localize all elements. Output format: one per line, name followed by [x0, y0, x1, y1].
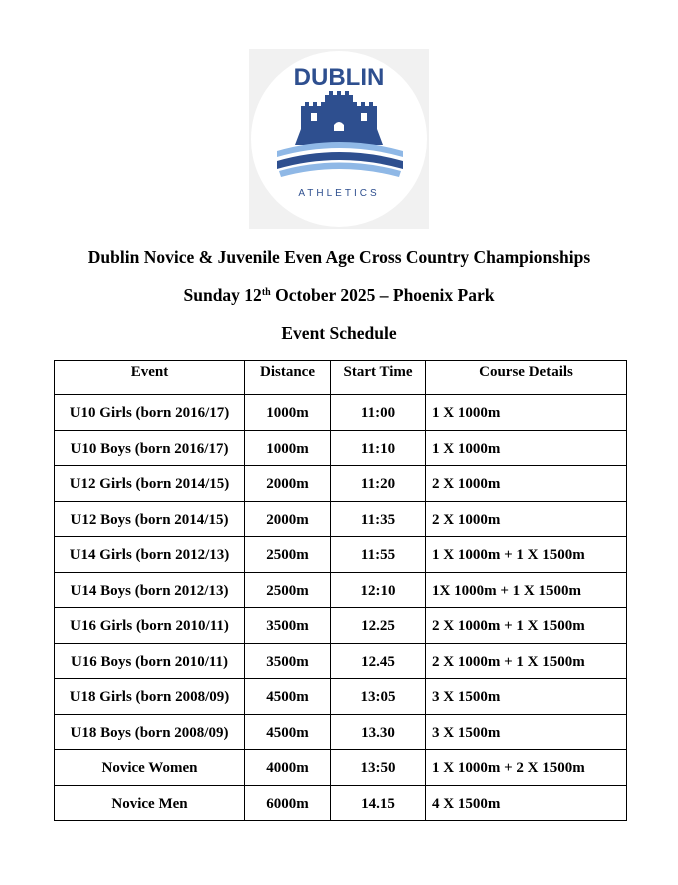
table-row [55, 572, 627, 608]
course-details-cell: 1 X 1000m + 2 X 1500m [426, 750, 627, 786]
course-details-cell: 3 X 1500m [426, 714, 627, 750]
distance-cell: 1000m [245, 395, 331, 431]
table-row [55, 714, 627, 750]
table-row [55, 679, 627, 715]
distance-cell: 3500m [245, 608, 331, 644]
course-details-cell: 3 X 1500m [426, 679, 627, 715]
table-row [55, 501, 627, 537]
event-schedule-table [54, 360, 627, 821]
distance-cell: 1000m [245, 430, 331, 466]
course-details-cell: 2 X 1000m [426, 501, 627, 537]
table-body [55, 395, 627, 821]
start-time-cell: 12.25 [331, 608, 426, 644]
table-header [55, 361, 627, 395]
event-cell: U18 Girls (born 2008/09) [55, 679, 245, 715]
distance-cell: 6000m [245, 785, 331, 821]
dublin-athletics-logo [249, 49, 429, 229]
distance-cell: 3500m [245, 643, 331, 679]
start-time-cell: 11:35 [331, 501, 426, 537]
distance-cell: 4000m [245, 750, 331, 786]
date-rest: October 2025 – Phoenix Park [270, 285, 495, 305]
start-time-cell: 13:05 [331, 679, 426, 715]
event-date-location [0, 285, 678, 306]
course-details-cell: 2 X 1000m + 1 X 1500m [426, 643, 627, 679]
start-time-cell: 11:00 [331, 395, 426, 431]
course-details-cell: 1 X 1000m + 1 X 1500m [426, 537, 627, 573]
start-time-cell: 13.30 [331, 714, 426, 750]
start-time-cell: 11:10 [331, 430, 426, 466]
table-row [55, 750, 627, 786]
header-course-details: Course Details [426, 361, 627, 395]
course-details-cell: 1 X 1000m [426, 395, 627, 431]
event-cell: U14 Boys (born 2012/13) [55, 572, 245, 608]
logo-wordmark: DUBLIN [293, 64, 385, 91]
course-details-cell: 2 X 1000m + 1 X 1500m [426, 608, 627, 644]
table-row [55, 537, 627, 573]
logo-subtitle: ATHLETICS [298, 188, 380, 199]
course-details-cell: 1 X 1000m [426, 430, 627, 466]
start-time-cell: 12:10 [331, 572, 426, 608]
table-row [55, 643, 627, 679]
header-start-time: Start Time [331, 361, 426, 395]
table-row [55, 608, 627, 644]
date-prefix: Sunday 12 [183, 285, 262, 305]
header-event: Event [55, 361, 245, 395]
table-row [55, 785, 627, 821]
schedule-heading: Event Schedule [281, 323, 397, 343]
event-cell: Novice Women [55, 750, 245, 786]
event-title: Dublin Novice & Juvenile Even Age Cross Country Championships [87, 247, 591, 267]
table-row [55, 395, 627, 431]
event-cell: U18 Boys (born 2008/09) [55, 714, 245, 750]
event-cell: U12 Girls (born 2014/15) [55, 466, 245, 502]
event-cell: U14 Girls (born 2012/13) [55, 537, 245, 573]
distance-cell: 2000m [245, 466, 331, 502]
distance-cell: 2500m [245, 572, 331, 608]
date-ordinal-suffix: th [261, 287, 271, 298]
event-cell: U12 Boys (born 2014/15) [55, 501, 245, 537]
start-time-cell: 11:20 [331, 466, 426, 502]
header-distance: Distance [245, 361, 331, 395]
start-time-cell: 14.15 [331, 785, 426, 821]
event-cell: U10 Girls (born 2016/17) [55, 395, 245, 431]
course-details-cell: 4 X 1500m [426, 785, 627, 821]
start-time-cell: 13:50 [331, 750, 426, 786]
distance-cell: 2000m [245, 501, 331, 537]
start-time-cell: 12.45 [331, 643, 426, 679]
castle-logo-icon [249, 49, 429, 229]
event-cell: U10 Boys (born 2016/17) [55, 430, 245, 466]
distance-cell: 4500m [245, 714, 331, 750]
event-cell: U16 Girls (born 2010/11) [55, 608, 245, 644]
course-details-cell: 1X 1000m + 1 X 1500m [426, 572, 627, 608]
course-details-cell: 2 X 1000m [426, 466, 627, 502]
start-time-cell: 11:55 [331, 537, 426, 573]
distance-cell: 4500m [245, 679, 331, 715]
table-row [55, 430, 627, 466]
table-row [55, 466, 627, 502]
event-cell: Novice Men [55, 785, 245, 821]
event-cell: U16 Boys (born 2010/11) [55, 643, 245, 679]
distance-cell: 2500m [245, 537, 331, 573]
table-header-row [55, 361, 627, 395]
